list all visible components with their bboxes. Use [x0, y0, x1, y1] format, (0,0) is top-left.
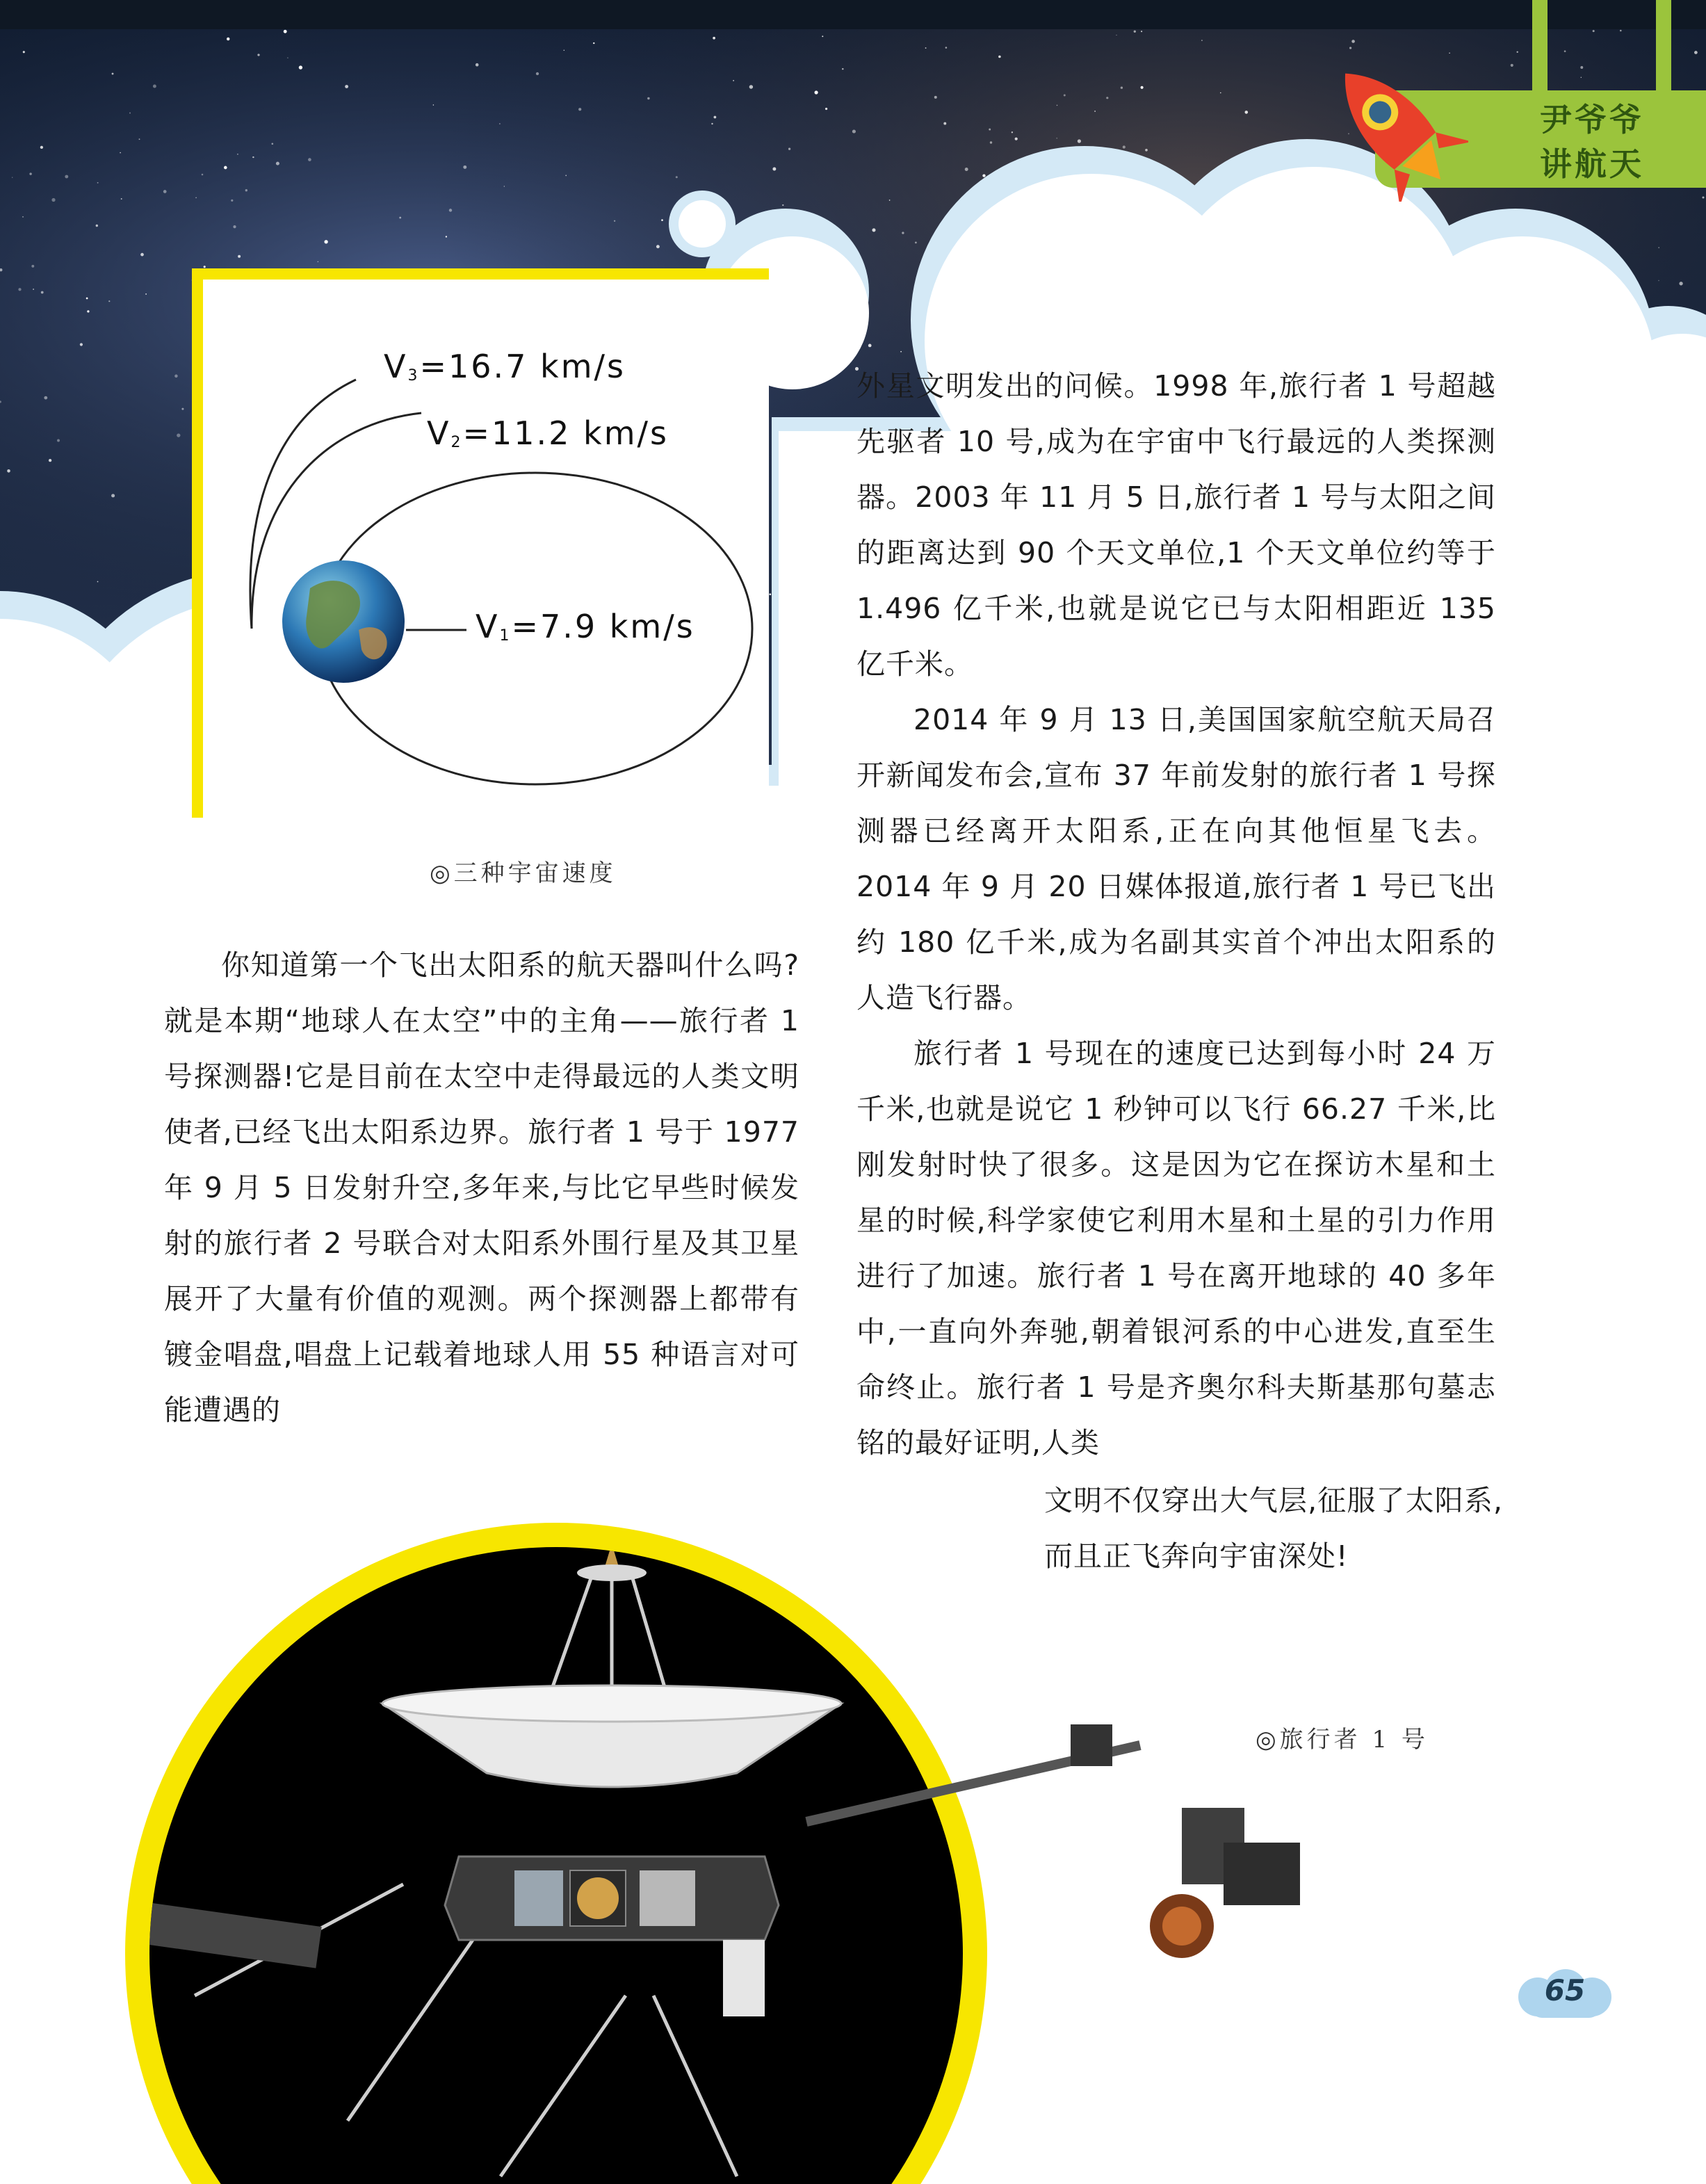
photo-caption: ◎旅行者 1 号 [1256, 1726, 1429, 1754]
left-column [164, 937, 799, 1438]
voyager-photo [111, 1495, 1335, 2184]
paragraph: 旅行者 1 号现在的速度已达到每小时 24 万千米,也就是说它 1 秒钟可以飞行 66.27 千米,比刚发射时快了很多。这是因为它在探访木星和土星的时候,科学家使它利用木星和土星的引力作用进行了加速。旅行者 1 号在离开地球的 40 多年中,一直向外奔驰,朝着银河系的中心进发,直至生命终止。旅行者 1 号是齐奥尔科夫斯基那句墓志铭的最好证明,人类 [856, 1037, 1496, 1459]
diagram-frame-left [192, 268, 203, 818]
paragraph: 2014 年 9 月 13 日,美国国家航空航天局召开新闻发布会,宣布 37 年前发射的旅行者 1 号探测器已经离开太阳系,正在向其他恒星飞去。 2014 年 9 月 20 日媒体报道,旅行者 1 号已飞出约 180 亿千米,成为名副其实首个冲出太阳系的人造飞行器。 [856, 703, 1496, 1014]
right-column [856, 358, 1496, 1471]
velocity-label-v3: $V_3=16.7$ km/s [384, 348, 626, 385]
paragraph: 文明不仅穿出大气层,征服了太阳系,而且正飞奔向宇宙深处! [1044, 1484, 1503, 1573]
velocity-label-v1: $V_1=7.9$ km/s [476, 608, 695, 645]
section-title [1488, 97, 1696, 186]
paragraph: 外星文明发出的问候。1998 年,旅行者 1 号超越先驱者 10 号,成为在宇宙中飞行最远的人类探测器。2003 年 11 月 5 日,旅行者 1 号与太阳之间的距离达到 90 个天文单位,1 个天文单位约等于 1.496 亿千米,也就是说它已与太阳相距近 135 亿千米。 [856, 369, 1496, 681]
paragraph: 你知道第一个飞出太阳系的航天器叫什么吗?就是本期“地球人在太空”中的主角——旅行者 1 号探测器!它是目前在太空中走得最远的人类文明使者,已经飞出太阳系边界。旅行者 1 号于 1977 年 9 月 5 日发射升空,多年来,与比它早些时候发射的旅行者 2 号联合对太阳系外围行星及其卫星展开了大量有价值的观测。两个探测器上都带有镀金唱盘,唱盘上记载着地球人用 55 种语言对可能遭遇的 [164, 948, 799, 1427]
earth-icon [282, 560, 405, 683]
diagram-frame-top [192, 268, 769, 280]
rocket-icon [1315, 49, 1468, 202]
diagram-caption: ◎三种宇宙速度 [430, 859, 617, 887]
section-title-line2: 讲航天 [1540, 145, 1644, 183]
velocity-label-v2: $V_2=11.2$ km/s [427, 414, 669, 452]
page-number: 65 [1544, 1973, 1586, 2007]
tab-stripes [1532, 0, 1671, 90]
section-title-line1: 尹爷爷 [1540, 101, 1644, 138]
